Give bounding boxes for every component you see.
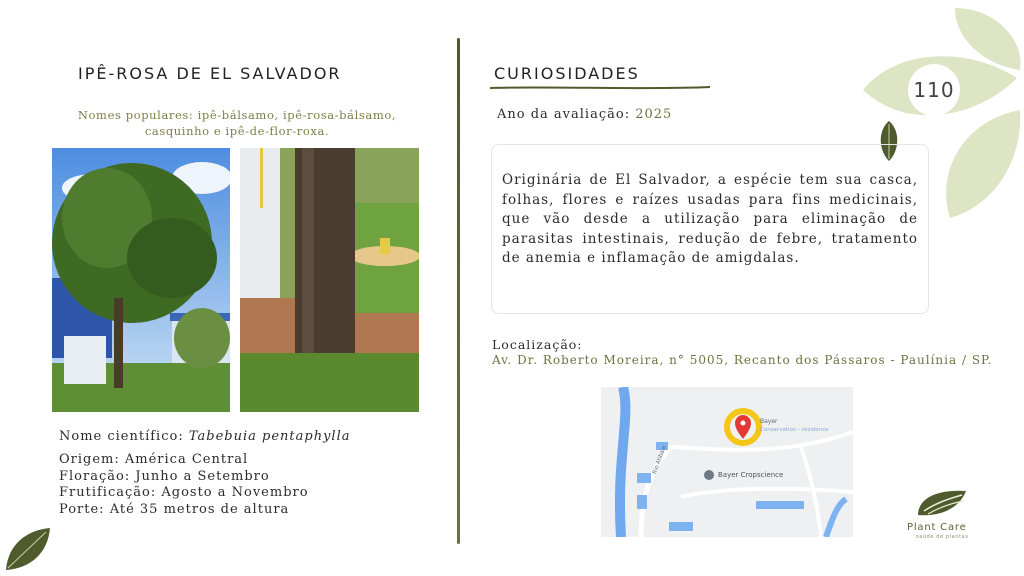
brand-name: Plant Care <box>907 522 967 533</box>
plant-care-logo-icon <box>914 487 970 519</box>
species-facts <box>59 452 309 518</box>
origin-text: Origem: América Central <box>59 452 249 467</box>
map-label-bayer-sub: Conservation - residence <box>760 427 829 433</box>
tree-photo <box>52 148 230 412</box>
location-address: Av. Dr. Roberto Moreira, n° 5005, Recanto dos Pássaros - Paulínia / SP. <box>492 353 993 367</box>
map-label-road: Rio Atibaia <box>651 445 668 475</box>
species-title: IPÊ-ROSA DE EL SALVADOR <box>78 64 342 83</box>
trunk-photo <box>240 148 419 412</box>
title-underline <box>488 85 713 91</box>
year-value: 2025 <box>635 107 673 122</box>
description-card <box>491 144 929 314</box>
location-map[interactable] <box>601 387 853 537</box>
flowering-text: Floração: Junho a Setembro <box>59 468 270 484</box>
location-label: Localização: <box>492 337 583 352</box>
description-text: Originária de El Salvador, a espécie tem sua casca, folhas, flores e raízes usadas para fins medicinais, que vão desde a utilização para eliminação de parasitas intestinais, redução de febre, tratamento de anemia e inflamação de amigdalas. <box>502 172 918 267</box>
evaluation-year <box>497 107 672 122</box>
map-label-bayer: Bayer <box>760 418 778 425</box>
scientific-name-line <box>59 429 350 444</box>
curiosities-title: CURIOSIDADES <box>494 64 640 83</box>
size-text: Porte: Até 35 metros de altura <box>59 501 290 517</box>
map-label-cropscience: Bayer Cropscience <box>718 471 784 479</box>
popular-names <box>52 107 422 139</box>
page-number: 110 <box>908 64 960 116</box>
scientific-label: Nome científico: <box>59 429 184 444</box>
fruiting-text: Frutificação: Agosto a Novembro <box>59 485 309 500</box>
popular-names-line1: Nomes populares: ipê-bálsamo, ipê-rosa-bálsamo, <box>77 108 397 122</box>
popular-names-line2: casquinho e ipê-de-flor-roxa. <box>144 124 330 138</box>
leaf-icon <box>2 526 52 572</box>
brand-tagline: saúde de plantas <box>916 534 969 540</box>
scientific-name: Tabebuia pentaphylla <box>188 429 351 444</box>
year-label: Ano da avaliação: <box>497 107 631 122</box>
column-divider <box>457 38 460 544</box>
